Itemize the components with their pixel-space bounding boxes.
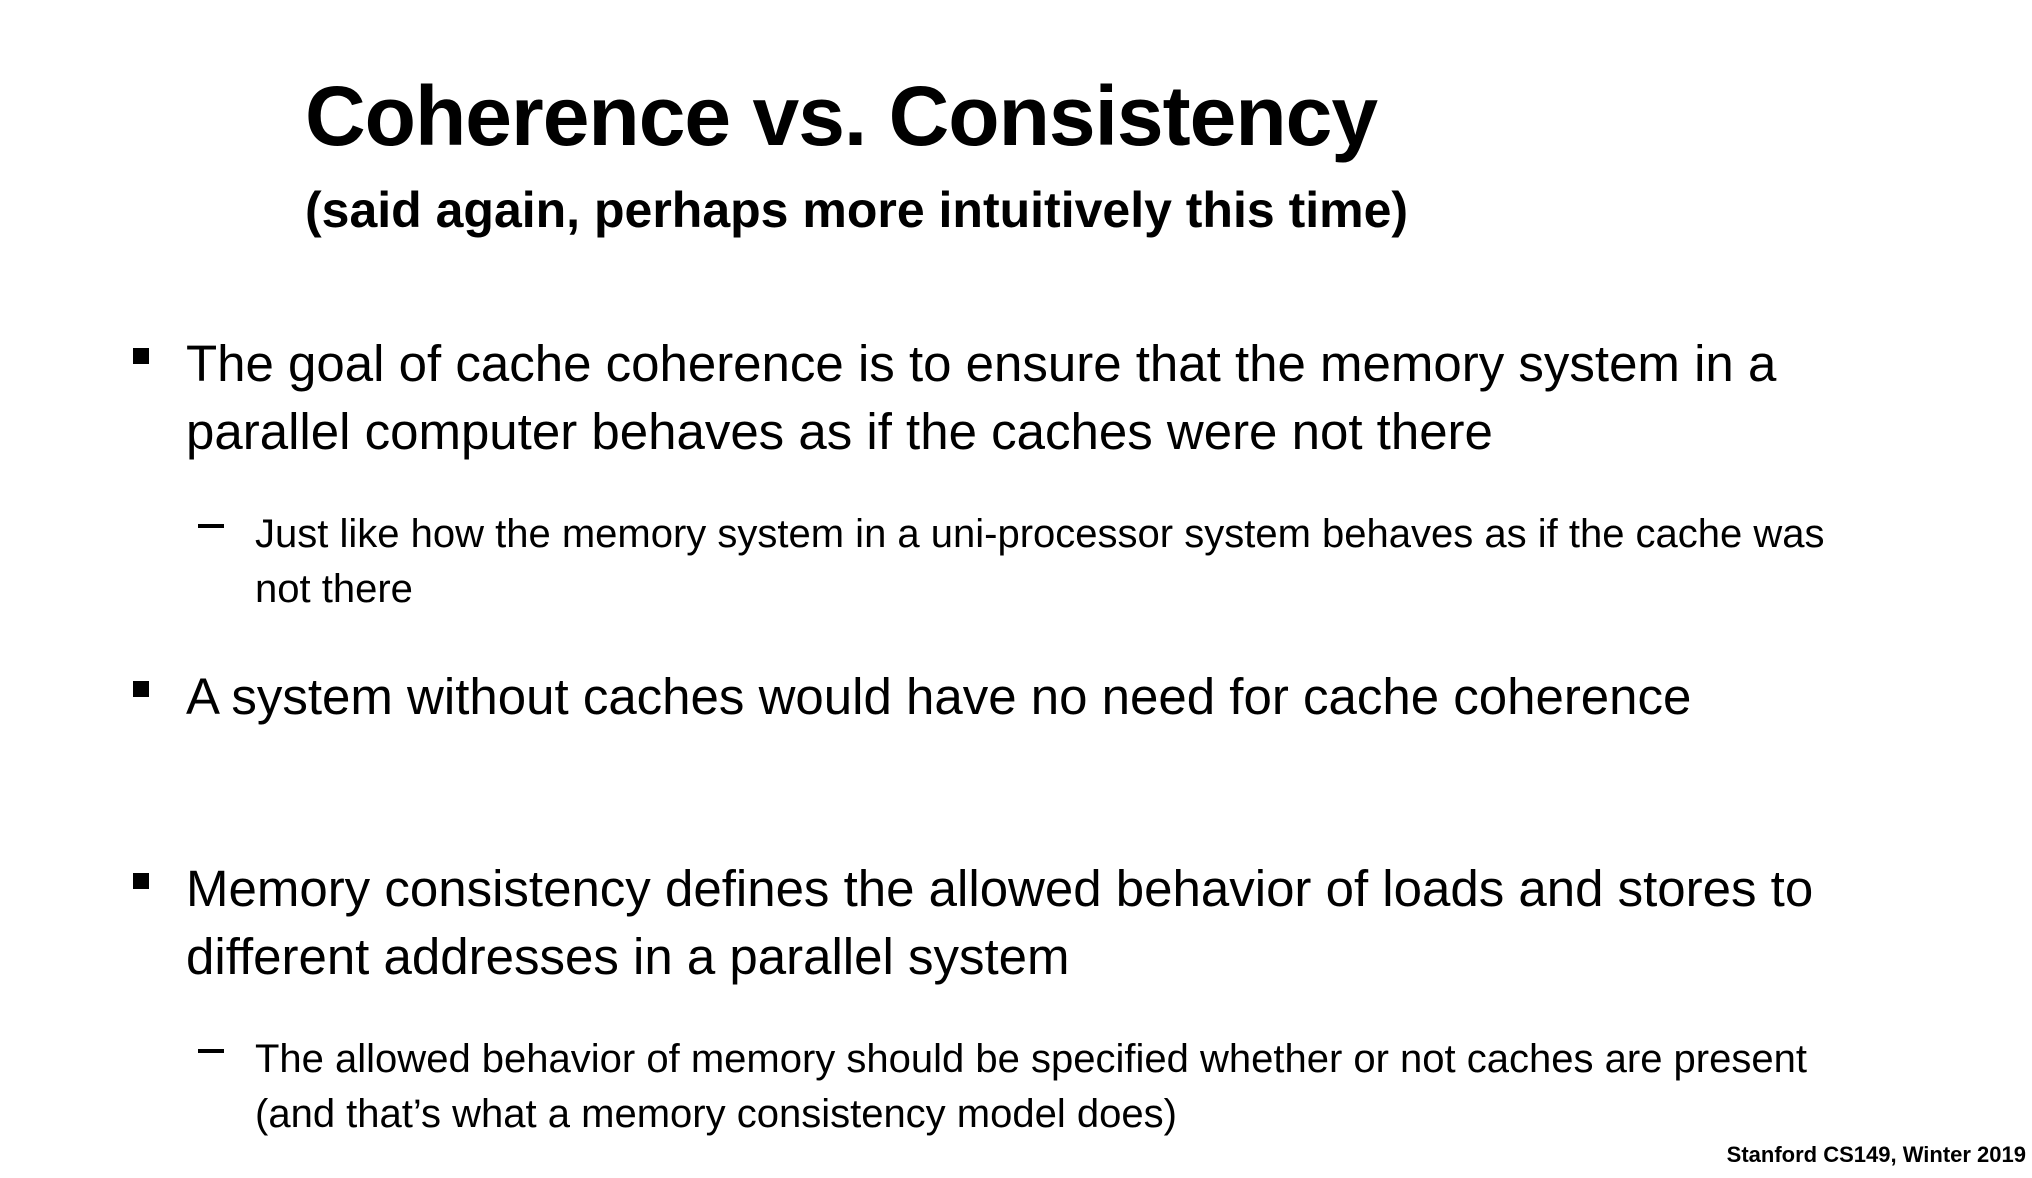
slide-subtitle: (said again, perhaps more intuitively this time)	[305, 182, 1409, 238]
square-bullet-icon	[133, 681, 149, 697]
dash-bullet-icon	[198, 1049, 224, 1053]
square-bullet-icon	[133, 873, 149, 889]
bullet-text: Memory consistency defines the allowed behavior of loads and stores to different addresses in a parallel system	[186, 860, 1814, 985]
sub-bullet-text: Just like how the memory system in a uni-processor system behaves as if the cache was not there	[255, 512, 1825, 611]
dash-bullet-icon	[198, 524, 224, 528]
sub-bullet-text: The allowed behavior of memory should be specified whether or not caches are present (and that’s what a memory consistency model does)	[255, 1037, 1807, 1136]
bullet-text: A system without caches would have no need for cache coherence	[186, 668, 1692, 725]
bullet-text: The goal of cache coherence is to ensure that the memory system in a parallel computer behaves as if the caches were not there	[186, 335, 1777, 460]
square-bullet-icon	[133, 348, 149, 364]
slide-footer: Stanford CS149, Winter 2019	[1726, 1142, 2026, 1167]
slide-title: Coherence vs. Consistency	[305, 69, 1378, 163]
